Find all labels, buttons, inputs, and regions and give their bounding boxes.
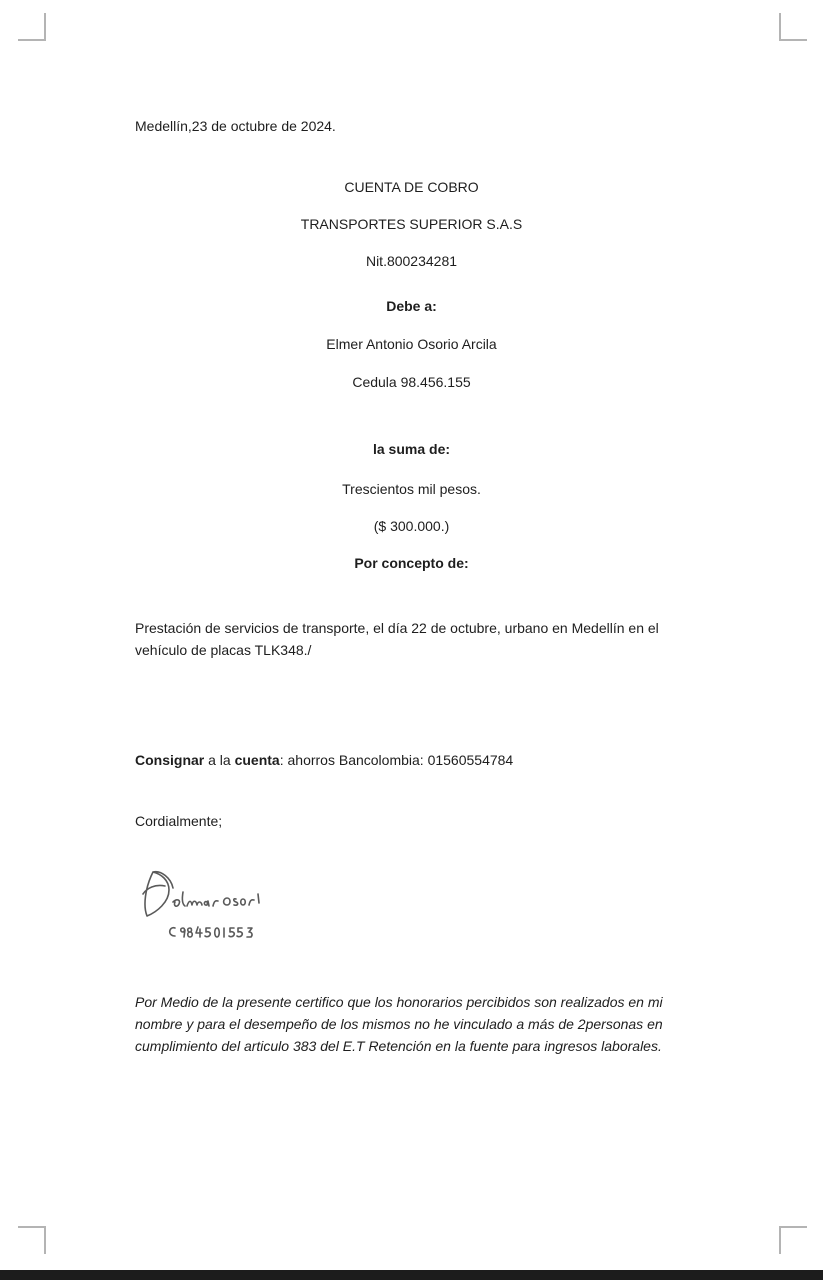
certification-text: Por Medio de la presente certifico que los honorarios percibidos son realizados en mi nombre y para el desempeño de los mismos no he vinculado a más de 2personas en cumplimiento del articulo 383 del E.T Retención en la fuente para ingresos laborales. [135,994,663,1054]
bottom-bar [0,1270,823,1280]
company-name: TRANSPORTES SUPERIOR S.A.S [300,216,523,232]
document-title: CUENTA DE COBRO [344,179,479,195]
account-cuenta: cuenta [234,752,280,768]
concept-text: Prestación de servicios de transporte, el día 22 de octubre, urbano en Medellín en el vehículo de placas TLK348./ [135,620,659,658]
account-consignar: Consignar [135,752,205,768]
handwritten-signature [135,858,275,948]
account-details: : ahorros Bancolombia: 01560554784 [279,752,514,768]
crop-mark-top-right [779,13,807,41]
suma-label: la suma de: [372,441,451,457]
crop-mark-top-left [18,13,46,41]
signature-image [135,858,275,948]
crop-mark-bottom-left [18,1226,46,1254]
date-line: Medellín,23 de octubre de 2024. [135,118,336,134]
debe-label: Debe a: [386,298,437,314]
debtor-cedula: Cedula 98.456.155 [352,374,471,390]
amount-number: ($ 300.000.) [373,518,450,534]
concepto-label: Por concepto de: [354,555,469,571]
amount-words: Trescientos mil pesos. [342,481,481,497]
debtor-name: Elmer Antonio Osorio Arcila [326,336,497,352]
company-nit: Nit.800234281 [365,253,458,269]
account-line [135,750,513,770]
crop-mark-bottom-right [779,1226,807,1254]
account-a-la: a la [204,752,235,768]
closing-text: Cordialmente; [135,813,223,829]
